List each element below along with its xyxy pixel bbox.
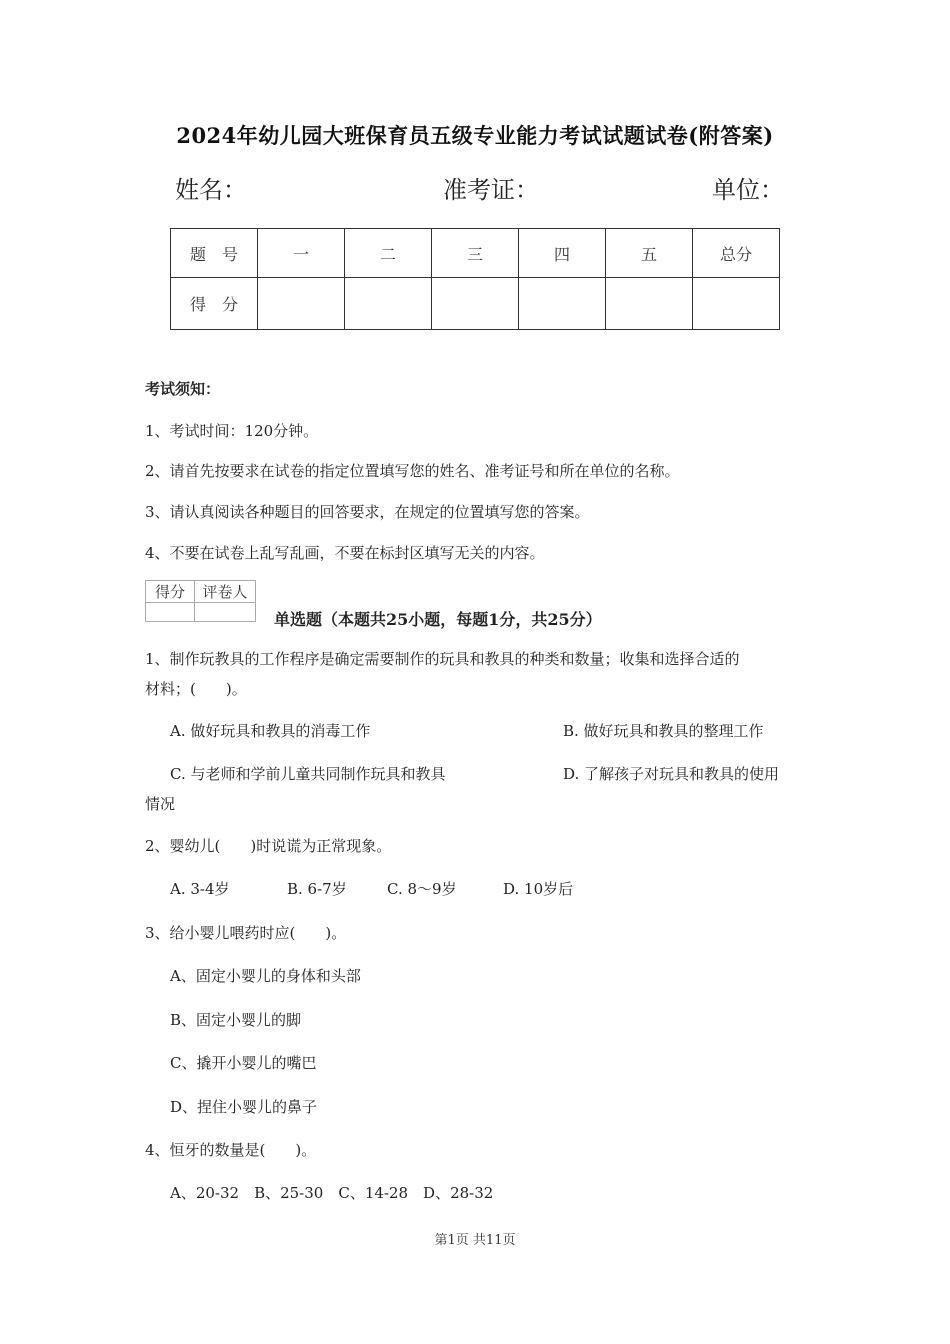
question-3-option-a: A、固定小婴儿的身体和头部 xyxy=(170,967,361,985)
score-table-header: 题 号 xyxy=(171,229,258,278)
question-1-option-b: B. 做好玩具和教具的整理工作 xyxy=(563,722,764,740)
score-table-header: 二 xyxy=(345,229,432,278)
question-2-option-c: C. 8～9岁 xyxy=(387,880,457,898)
question-2-option-a: A. 3-4岁 xyxy=(170,880,230,898)
score-table-header: 三 xyxy=(432,229,519,278)
notice-item: 2、请首先按要求在试卷的指定位置填写您的姓名、准考证号和所在单位的名称。 xyxy=(145,462,680,480)
notice-item: 1、考试时间：120分钟。 xyxy=(145,422,319,440)
score-cell[interactable] xyxy=(432,278,519,330)
question-2-option-b: B. 6-7岁 xyxy=(287,880,347,898)
score-cell[interactable] xyxy=(345,278,432,330)
question-1-option-d-continued: 情况 xyxy=(145,795,176,813)
question-1-stem: 1、制作玩教具的工作程序是确定需要制作的玩具和教具的种类和数量；收集和选择合适的 xyxy=(145,650,740,668)
score-row-label: 得 分 xyxy=(171,278,258,330)
question-1-option-c: C. 与老师和学前儿童共同制作玩具和教具 xyxy=(170,765,446,783)
question-2-stem: 2、婴幼儿( )时说谎为正常现象。 xyxy=(145,837,392,855)
notice-item: 4、不要在试卷上乱写乱画，不要在标封区填写无关的内容。 xyxy=(145,544,545,562)
page-footer: 第1页 共11页 xyxy=(434,1233,516,1248)
score-table xyxy=(170,228,780,330)
question-4-options: A、20-32 B、25-30 C、14-28 D、28-32 xyxy=(170,1184,494,1202)
notice-item: 3、请认真阅读各种题目的回答要求，在规定的位置填写您的答案。 xyxy=(145,503,590,521)
score-table-header-row xyxy=(171,229,780,278)
score-table-header: 一 xyxy=(258,229,345,278)
score-table-score-row xyxy=(171,278,780,330)
question-4-stem: 4、恒牙的数量是( )。 xyxy=(145,1141,317,1159)
question-1-stem-continued: 材料；( )。 xyxy=(145,680,247,698)
question-1-option-a: A. 做好玩具和教具的消毒工作 xyxy=(170,722,371,740)
score-cell[interactable] xyxy=(693,278,780,330)
question-3-stem: 3、给小婴儿喂药时应( )。 xyxy=(145,924,347,942)
section-title: 单选题（本题共25小题，每题1分，共25分） xyxy=(274,610,602,629)
exam-id-field-label: 准考证： xyxy=(443,176,539,204)
grader-box-grader-label: 评卷人 xyxy=(195,581,256,603)
exam-title: 2024年幼儿园大班保育员五级专业能力考试试题试卷(附答案) xyxy=(176,123,774,148)
grader-box-grader-cell[interactable] xyxy=(195,603,256,622)
score-table-header: 总分 xyxy=(693,229,780,278)
score-cell[interactable] xyxy=(258,278,345,330)
score-table-header: 五 xyxy=(606,229,693,278)
question-3-option-b: B、固定小婴儿的脚 xyxy=(170,1011,302,1029)
score-cell[interactable] xyxy=(519,278,606,330)
question-2-option-d: D. 10岁后 xyxy=(503,880,574,898)
question-3-option-d: D、捏住小婴儿的鼻子 xyxy=(170,1098,318,1116)
question-1-option-d: D. 了解孩子对玩具和教具的使用 xyxy=(563,765,780,783)
unit-field-label: 单位： xyxy=(712,176,784,204)
grader-box-score-label: 得分 xyxy=(146,581,195,603)
name-field-label: 姓名： xyxy=(175,176,247,204)
score-table-header: 四 xyxy=(519,229,606,278)
grader-box xyxy=(145,580,256,622)
question-3-option-c: C、撬开小婴儿的嘴巴 xyxy=(170,1054,317,1072)
notice-heading: 考试须知： xyxy=(145,380,221,398)
grader-box-score-cell[interactable] xyxy=(146,603,195,622)
score-cell[interactable] xyxy=(606,278,693,330)
